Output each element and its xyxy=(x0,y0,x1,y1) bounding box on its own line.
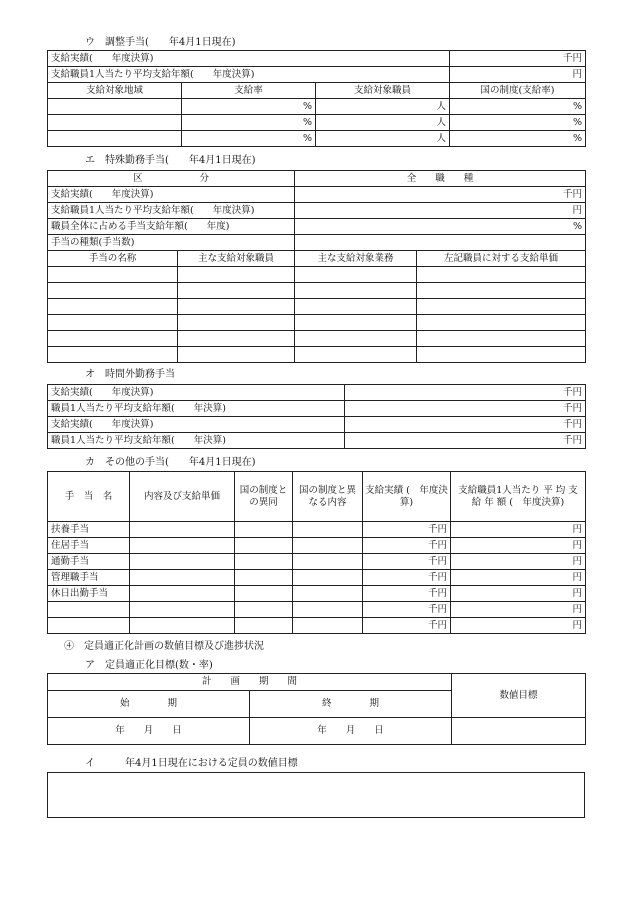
col-header: 国の制度と異なる内容 xyxy=(293,472,363,522)
u-row2-unit: 円 xyxy=(450,67,586,83)
cell-unit: % xyxy=(182,115,316,131)
table-row xyxy=(48,347,586,363)
cell xyxy=(235,554,293,570)
table-row xyxy=(48,187,586,203)
table-row xyxy=(48,417,586,433)
end-date: 年 月 日 xyxy=(250,718,452,745)
cell xyxy=(130,570,235,586)
zenshokushu-header: 全 職 種 xyxy=(295,171,586,187)
cell-unit: % xyxy=(450,99,586,115)
col-header: 国の制度(支給率) xyxy=(450,83,586,99)
u-row1-label: 支給実績( 年度決算) xyxy=(48,51,450,67)
cell-unit: 千円 xyxy=(363,554,451,570)
table-header-row xyxy=(48,674,586,691)
allowance-name: 通勤手当 xyxy=(48,554,130,570)
cell xyxy=(293,522,363,538)
table-plan xyxy=(47,673,586,745)
cell xyxy=(417,283,586,299)
cell-unit: 千円 xyxy=(363,602,451,618)
cell-unit: 円 xyxy=(451,618,586,634)
start-date: 年 月 日 xyxy=(48,718,250,745)
end-header: 終 期 xyxy=(250,691,452,718)
table-ka xyxy=(47,471,586,634)
cell xyxy=(130,554,235,570)
cell xyxy=(178,347,295,363)
col-header: 支給実績 ( 年度決算) xyxy=(363,472,451,522)
col-header: 主な支給対象業務 xyxy=(295,251,417,267)
cell xyxy=(178,331,295,347)
cell-unit: 円 xyxy=(451,554,586,570)
table-header-row xyxy=(48,171,586,187)
table-row xyxy=(48,99,586,115)
e-row3-unit: % xyxy=(295,219,586,235)
cell xyxy=(48,299,178,315)
cell-unit: 千円 xyxy=(363,522,451,538)
cell-unit: % xyxy=(182,131,316,147)
cell xyxy=(235,570,293,586)
e-row2-unit: 円 xyxy=(295,203,586,219)
cell xyxy=(417,347,586,363)
cell xyxy=(295,315,417,331)
cell xyxy=(48,283,178,299)
table-row xyxy=(48,267,586,283)
cell xyxy=(295,299,417,315)
table-target xyxy=(47,772,585,818)
col-header: 内容及び支給単価 xyxy=(130,472,235,522)
cell-unit: % xyxy=(450,131,586,147)
cell xyxy=(293,586,363,602)
cell-unit: % xyxy=(450,115,586,131)
cell xyxy=(293,618,363,634)
cell xyxy=(178,267,295,283)
col-header: 手 当 名 xyxy=(48,472,130,522)
table-row xyxy=(48,235,586,251)
table-row xyxy=(48,538,586,554)
section-ka-heading: カ その他の手当( 年4月1日現在) xyxy=(85,457,256,468)
u-row1-unit: 千円 xyxy=(450,51,586,67)
table-row xyxy=(48,433,586,449)
cell xyxy=(417,331,586,347)
cell xyxy=(417,267,586,283)
cell-unit: 千円 xyxy=(363,618,451,634)
allowance-name: 住居手当 xyxy=(48,538,130,554)
table-row xyxy=(48,522,586,538)
cell-unit: 円 xyxy=(451,538,586,554)
col-header: 支給対象職員 xyxy=(316,83,450,99)
table-row xyxy=(48,51,586,67)
cell xyxy=(48,99,182,115)
cell-unit: 円 xyxy=(451,586,586,602)
col-header: 主な支給対象職員 xyxy=(178,251,295,267)
o-row3-unit: 千円 xyxy=(345,417,586,433)
cell xyxy=(48,347,178,363)
cell xyxy=(48,267,178,283)
table-row xyxy=(48,618,586,634)
cell xyxy=(235,618,293,634)
cell xyxy=(130,586,235,602)
table-row xyxy=(48,115,586,131)
cell xyxy=(417,315,586,331)
cell xyxy=(130,618,235,634)
cell xyxy=(295,283,417,299)
e-row1-unit: 千円 xyxy=(295,187,586,203)
o-row1-unit: 千円 xyxy=(345,385,586,401)
table-row xyxy=(48,203,586,219)
col-header: 左記職員に対する支給単価 xyxy=(417,251,586,267)
cell xyxy=(130,538,235,554)
o-row4-label: 職員1人当たり平均支給年額( 年決算) xyxy=(48,433,345,449)
table-row xyxy=(48,401,586,417)
cell xyxy=(130,602,235,618)
table-row xyxy=(48,67,586,83)
cell xyxy=(295,235,586,251)
table-row xyxy=(48,554,586,570)
cell xyxy=(48,115,182,131)
cell xyxy=(178,315,295,331)
cell xyxy=(48,331,178,347)
allowance-name: 扶養手当 xyxy=(48,522,130,538)
section-4i-heading: イ 年4月1日現在における定員の数値目標 xyxy=(85,758,298,769)
allowance-name xyxy=(48,602,130,618)
cell xyxy=(130,522,235,538)
cell-unit: 千円 xyxy=(363,570,451,586)
table-row xyxy=(48,331,586,347)
o-row1-label: 支給実績( 年度決算) xyxy=(48,385,345,401)
cell-unit: 円 xyxy=(451,570,586,586)
cell xyxy=(295,331,417,347)
table-row xyxy=(48,219,586,235)
target-box xyxy=(48,773,585,818)
section-o-heading: オ 時間外勤務手当 xyxy=(85,369,175,380)
section-4a-heading: ア 定員適正化目標(数・率) xyxy=(85,660,213,671)
cell xyxy=(235,586,293,602)
cell xyxy=(48,315,178,331)
table-o xyxy=(47,384,586,449)
cell-unit: 千円 xyxy=(363,586,451,602)
table-u xyxy=(47,50,586,147)
cell-unit: 人 xyxy=(316,131,450,147)
target-value xyxy=(452,718,586,745)
cell xyxy=(235,538,293,554)
table-row xyxy=(48,586,586,602)
cell xyxy=(417,299,586,315)
u-row2-label: 支給職員1人当たり平均支給年額( 年度決算) xyxy=(48,67,450,83)
table-row xyxy=(48,315,586,331)
kubun-header: 区 分 xyxy=(48,171,295,187)
section-4-heading: ④ 定員適正化計画の数値目標及び進捗状況 xyxy=(64,641,264,652)
table-row xyxy=(48,299,586,315)
plan-period-header: 計 画 期 間 xyxy=(48,674,452,691)
cell xyxy=(293,602,363,618)
cell xyxy=(293,570,363,586)
col-header: 手当の名称 xyxy=(48,251,178,267)
cell xyxy=(235,522,293,538)
allowance-name: 休日出勤手当 xyxy=(48,586,130,602)
table-header-row xyxy=(48,83,586,99)
o-row3-label: 支給実績( 年度決算) xyxy=(48,417,345,433)
allowance-name: 管理職手当 xyxy=(48,570,130,586)
e-row2-label: 支給職員1人当たり平均支給年額( 年度決算) xyxy=(48,203,295,219)
cell-unit: 円 xyxy=(451,522,586,538)
e-row3-label: 職員全体に占める手当支給年額( 年度) xyxy=(48,219,295,235)
cell-unit: % xyxy=(182,99,316,115)
o-row2-label: 職員1人当たり平均支給年額( 年決算) xyxy=(48,401,345,417)
table-row xyxy=(48,773,585,818)
table-e xyxy=(47,170,586,363)
table-row xyxy=(48,570,586,586)
table-row xyxy=(48,131,586,147)
section-u-heading: ウ 調整手当( 年4月1日現在) xyxy=(85,37,236,48)
col-header: 支給職員1人当たり 平 均 支 給 年 額 ( 年度決算) xyxy=(451,472,586,522)
table-header-row xyxy=(48,472,586,522)
cell-unit: 人 xyxy=(316,115,450,131)
o-row2-unit: 千円 xyxy=(345,401,586,417)
start-header: 始 期 xyxy=(48,691,250,718)
table-row xyxy=(48,385,586,401)
table-row xyxy=(48,283,586,299)
section-e-heading: エ 特殊勤務手当( 年4月1日現在) xyxy=(85,155,256,166)
col-header: 支給率 xyxy=(182,83,316,99)
cell xyxy=(295,267,417,283)
cell xyxy=(178,299,295,315)
target-header: 数値目標 xyxy=(452,674,586,718)
cell xyxy=(235,602,293,618)
cell-unit: 円 xyxy=(451,602,586,618)
cell xyxy=(178,283,295,299)
o-row4-unit: 千円 xyxy=(345,433,586,449)
table-header-row xyxy=(48,251,586,267)
table-row xyxy=(48,602,586,618)
e-row1-label: 支給実績( 年度決算) xyxy=(48,187,295,203)
cell xyxy=(293,538,363,554)
allowance-name xyxy=(48,618,130,634)
col-header: 国の制度との異同 xyxy=(235,472,293,522)
cell xyxy=(295,347,417,363)
cell-unit: 千円 xyxy=(363,538,451,554)
e-types-label: 手当の種類(手当数) xyxy=(48,235,295,251)
cell-unit: 人 xyxy=(316,99,450,115)
cell xyxy=(293,554,363,570)
cell xyxy=(48,131,182,147)
table-row xyxy=(48,718,586,745)
col-header: 支給対象地域 xyxy=(48,83,182,99)
